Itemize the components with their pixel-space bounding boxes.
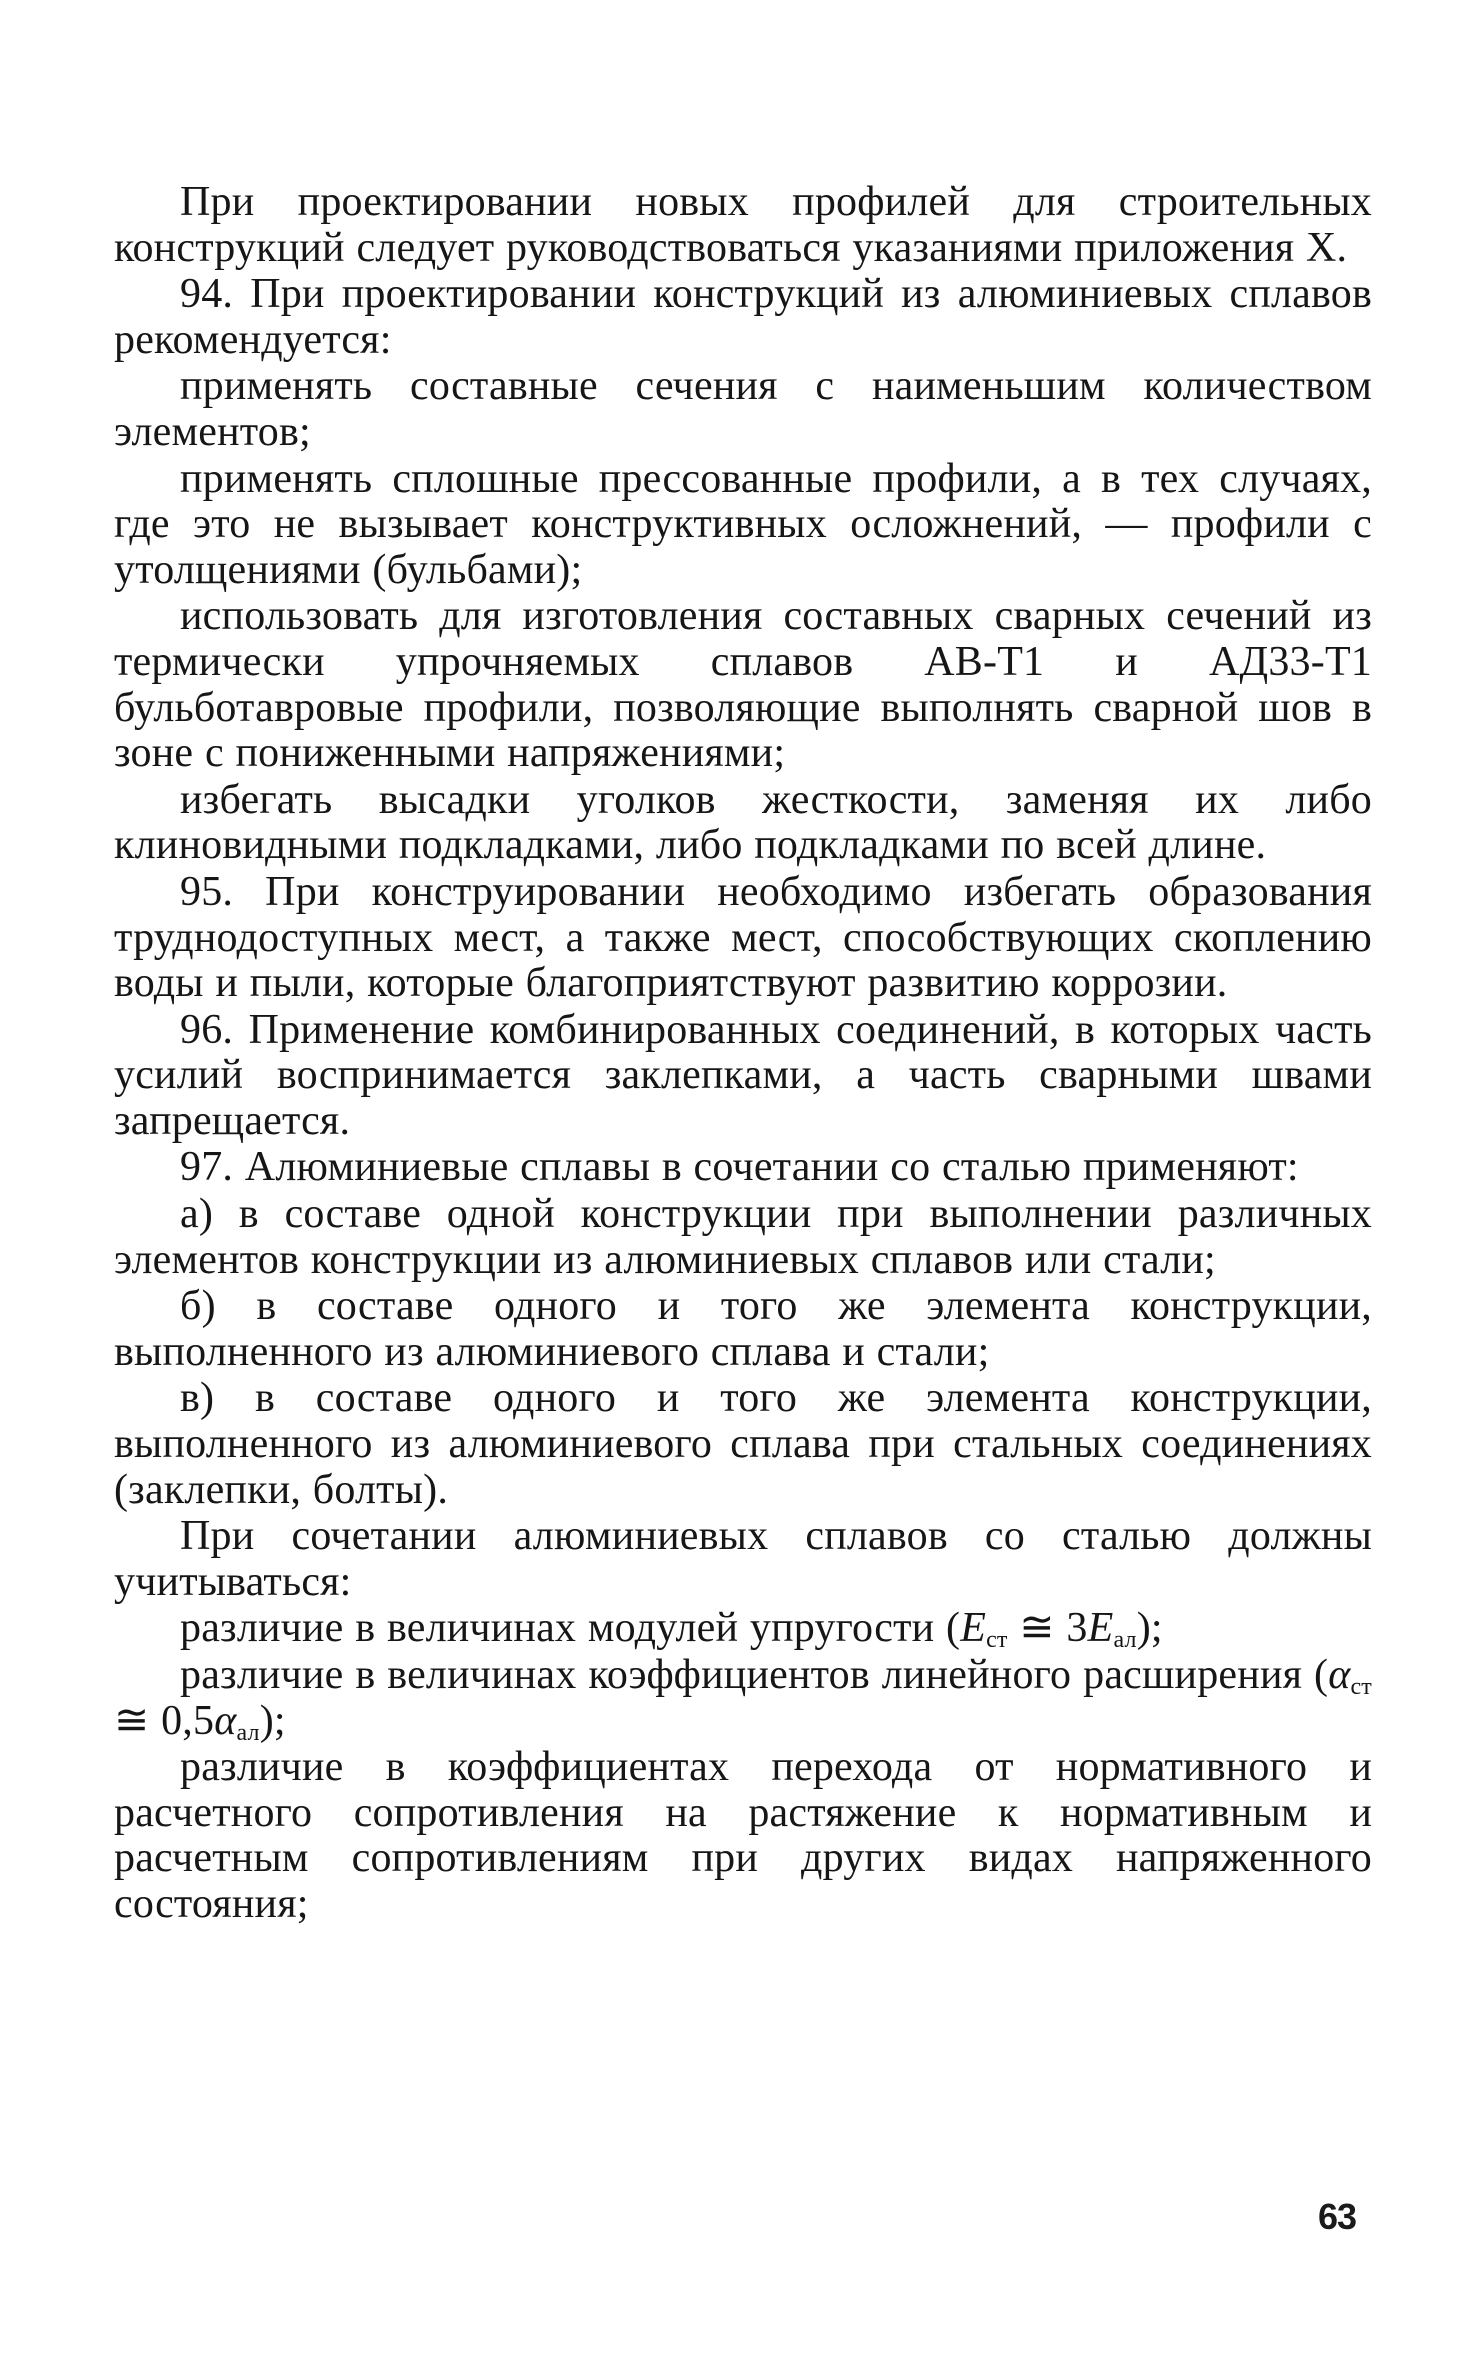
expansion-end: ); bbox=[259, 1697, 286, 1744]
modulus-aluminum-symbol: E bbox=[1087, 1605, 1114, 1652]
paragraph-bulb-tee-profiles: использовать для изготовления составных сварных сечений из термически упрочняемых сплавов АВ-Т1 и АД33-Т1 бульботавровые профили, позволяющие выполнять сварной шов в зоне с пониженными напряжениями; bbox=[114, 593, 1372, 777]
paragraph-94-heading: 94. При проектировании конструкций из алюминиевых сплавов рекомендуется: bbox=[114, 271, 1372, 363]
paragraph-95: 95. При конструировании необходимо избегать образования труднодоступных мест, а также мест, способствующих скоплению воды и пыли, которые благоприятствуют развитию коррозии. bbox=[114, 868, 1372, 1007]
paragraph-pressed-profiles: применять сплошные прессованные профили, а в тех случаях, где это не вызывает конструктивных осложнений, — профили с утолщениями (бульбами); bbox=[114, 455, 1372, 593]
modulus-steel-subscript: ст bbox=[986, 1627, 1008, 1654]
paragraph-steel-combination: При сочетании алюминиевых сплавов со сталью должны учитываться: bbox=[114, 1513, 1372, 1605]
paragraph-expansion-difference bbox=[114, 1653, 1372, 1744]
modulus-text: различие в величинах модулей упругости ( bbox=[180, 1605, 961, 1652]
paragraph-96: 96. Применение комбинированных соединений, в которых часть усилий воспринимается заклепками, а часть сварными швами запрещается. bbox=[114, 1006, 1372, 1144]
paragraph-resistance-coefficients: различие в коэффициентах перехода от нормативного и расчетного сопротивления на растяжение к нормативным и расчетным сопротивлениям при других видах напряженного состояния; bbox=[114, 1744, 1372, 1927]
paragraph-new-profiles: При проектировании новых профилей для строительных конструкций следует руководствоваться указаниями приложения X. bbox=[114, 179, 1372, 271]
expansion-aluminum-subscript: ал bbox=[236, 1719, 260, 1746]
modulus-aluminum-subscript: ал bbox=[1113, 1627, 1137, 1654]
paragraph-modulus-difference bbox=[114, 1606, 1372, 1652]
paragraph-composite-sections: применять составные сечения с наименьшим количеством элементов; bbox=[114, 363, 1372, 455]
expansion-aluminum-symbol: α bbox=[214, 1697, 237, 1744]
paragraph-97: 97. Алюминиевые сплавы в сочетании со сталью применяют: bbox=[180, 1144, 1299, 1191]
paragraph-stiffener-angles: избегать высадки уголков жесткости, заменяя их либо клиновидными подкладками, либо подкладками по всей длине. bbox=[114, 776, 1372, 869]
expansion-relation: ≅ 0,5 bbox=[114, 1697, 215, 1744]
expansion-steel-subscript: ст bbox=[1350, 1674, 1372, 1700]
modulus-end: ); bbox=[1136, 1605, 1163, 1652]
body-text bbox=[114, 180, 1372, 1928]
modulus-relation: ≅ 3 bbox=[1007, 1605, 1088, 1652]
page-number: 63 bbox=[1318, 2196, 1357, 2237]
modulus-steel-symbol: E bbox=[960, 1605, 987, 1652]
expansion-steel-symbol: α bbox=[1328, 1652, 1351, 1698]
paragraph-97-item-a: а) в составе одной конструкции при выполнении различных элементов конструкции из алюминиевых сплавов или стали; bbox=[114, 1191, 1372, 1283]
expansion-text: различие в величинах коэффициентов линейного расширения ( bbox=[180, 1652, 1329, 1698]
paragraph-97-item-c: в) в составе одного и того же элемента конструкции, выполненного из алюминиевого сплава при стальных соединениях (заклепки, болты). bbox=[114, 1375, 1372, 1513]
paragraph-97-item-b: б) в составе одного и того же элемента конструкции, выполненного из алюминиевого сплава и стали; bbox=[114, 1283, 1372, 1375]
